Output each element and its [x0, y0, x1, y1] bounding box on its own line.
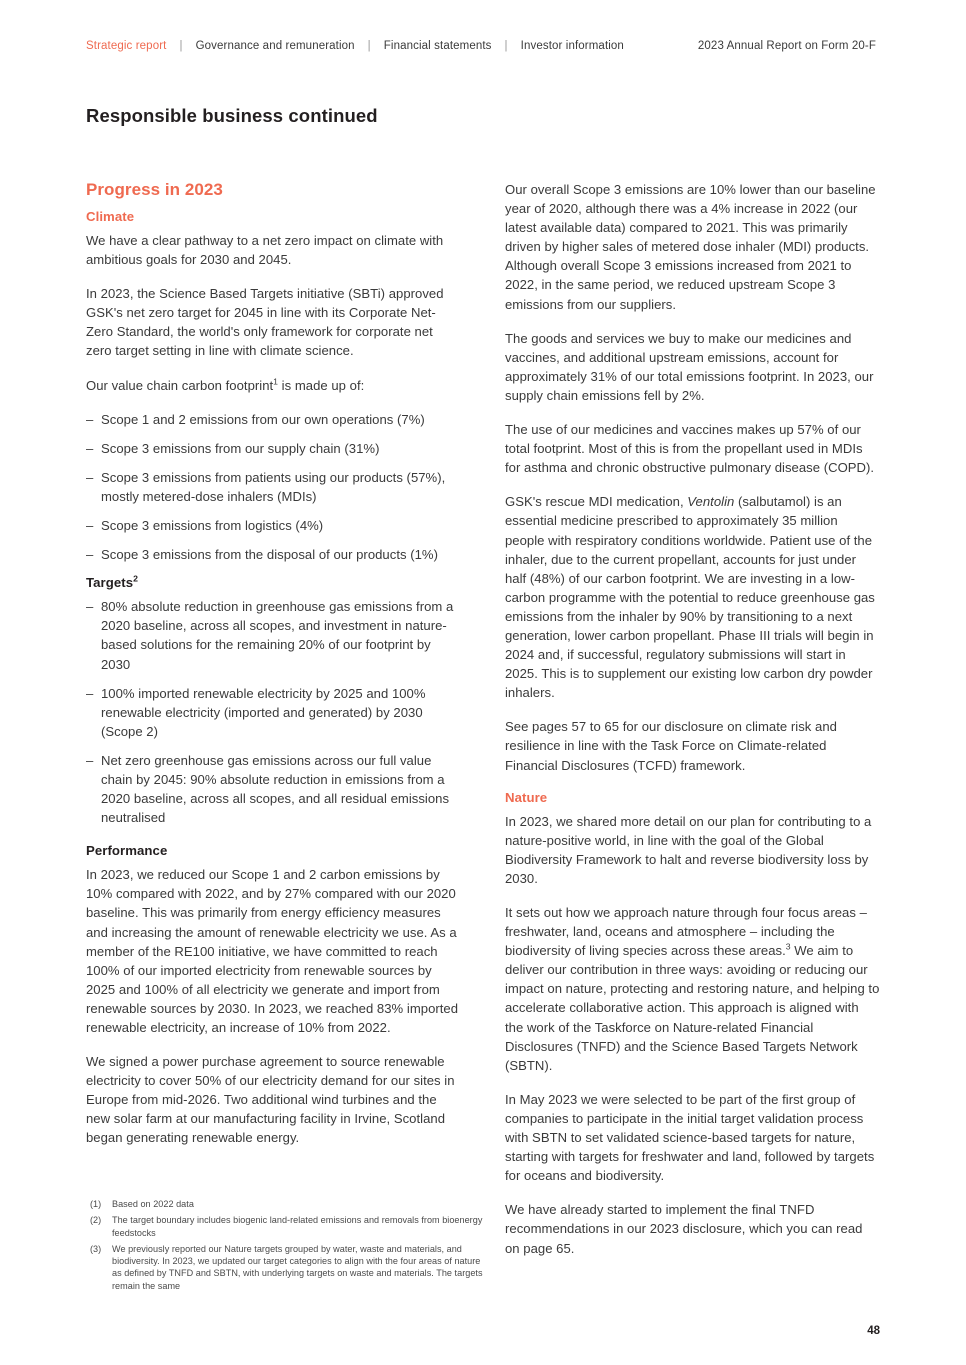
page-number: 48	[867, 1325, 880, 1337]
page-title: Responsible business continued	[86, 105, 378, 126]
footnotes-block	[90, 1198, 490, 1296]
nature-paragraph-1: In 2023, we shared more detail on our plan for contributing to a nature-positive world, in line with the goal of the Global Biodiversity Framework to halt and reverse biodiversity loss by 2030.	[505, 813, 872, 886]
list-item: – Scope 3 emissions from logistics (4%)	[86, 516, 461, 535]
footprint-bullet-list	[86, 410, 461, 565]
subheading-nature: Nature	[505, 789, 548, 805]
footnote-marker: (1)	[90, 1199, 102, 1209]
right-column	[505, 180, 880, 1258]
climate-paragraph-2: In 2023, the Science Based Targets initiative (SBTi) approved GSK's net zero target for 2045 in line with its Corporate Net-Zero Standard, the world's only framework for corporate net zero target setting in line with climate science.	[86, 286, 444, 359]
nav-item-governance-and-remuneration[interactable]: Governance and remuneration	[195, 40, 355, 52]
footnote-item	[90, 1198, 490, 1210]
list-item: – Net zero greenhouse gas emissions across our full value chain by 2045: 90% absolute reduction in emissions from a 2020 baseline, across all scopes, and all residual emissions neutralised	[86, 751, 461, 827]
nav-item-strategic-report[interactable]: Strategic report	[86, 40, 167, 52]
nav-separator: |	[367, 40, 371, 52]
footnote-ref-2[interactable]: 2	[133, 573, 139, 584]
nav-item-investor-information[interactable]: Investor information	[520, 40, 624, 52]
footnote-marker: (3)	[90, 1243, 102, 1254]
section-title-progress-in-2023: Progress in 2023	[86, 180, 223, 199]
nav-separator: |	[504, 40, 508, 52]
footnote-ref-1[interactable]: 1	[273, 376, 278, 387]
footprint-intro-text: Our value chain carbon footprint	[86, 377, 274, 393]
list-item: – Scope 1 and 2 emissions from our own operations (7%)	[86, 410, 461, 429]
report-title-label: 2023 Annual Report on Form 20-F	[697, 40, 876, 52]
footprint-intro-paragraph	[86, 376, 461, 395]
list-item: – Scope 3 emissions from the disposal of our products (1%)	[86, 545, 461, 564]
list-item: – 100% imported renewable electricity by 2025 and 100% renewable electricity (imported and generated) by 2030 (Scope 2)	[86, 684, 461, 741]
nature-paragraph-2	[505, 903, 880, 1075]
climate-paragraph-1: We have a clear pathway to a net zero impact on climate with ambitious goals for 2030 and 2045.	[86, 233, 444, 268]
scope3-paragraph-2: The goods and services we buy to make our medicines and vaccines, and additional upstream emissions, account for approximately 31% of our total emissions footprint. In 2023, our supply chain emissions fell by 2%.	[505, 330, 874, 403]
performance-paragraph-1: In 2023, we reduced our Scope 1 and 2 carbon emissions by 10% compared with 2022, and by 27% compared with our 2020 baseline. This was primarily from energy efficiency measures and increasing the amount of renewable electricity we use. As a member of the RE100 initiative, we have committed to reach 100% of our imported electricity from renewable sources by 2025 and 100% of all electricity we generate and import from renewable sources by 2030. In 2023, we reached 83% imported renewable electricity, an increase of 10% from 2022.	[86, 867, 459, 1035]
targets-bullet-list	[86, 597, 461, 827]
content-columns	[86, 180, 880, 1258]
footnote-ref-3[interactable]: 3	[785, 941, 791, 952]
footnote-item	[90, 1214, 490, 1239]
ventolin-paragraph	[505, 492, 880, 702]
list-item: – 80% absolute reduction in greenhouse gas emissions from a 2020 baseline, across all scopes, and investment in nature-based solutions for the remaining 20% of our footprint by 2030	[86, 597, 461, 673]
nature-paragraph-3: In May 2023 we were selected to be part of the first group of companies to participate in the initial target validation process with SBTN to set validated science-based targets for nature, starting with targets for freshwater and land, followed by targets for oceans and biodiversity.	[505, 1091, 875, 1184]
left-column	[86, 180, 461, 1258]
tcfd-paragraph: See pages 57 to 65 for our disclosure on climate risk and resilience in line with the Task Force on Climate-related Financial Disclosures (TCFD) framework.	[505, 719, 837, 773]
header-nav	[86, 40, 624, 52]
subheading-targets	[86, 575, 461, 590]
list-item: – Scope 3 emissions from our supply chain (31%)	[86, 439, 461, 458]
subheading-climate: Climate	[86, 209, 135, 224]
footnote-item	[90, 1243, 490, 1292]
list-item: – Scope 3 emissions from patients using our products (57%), mostly metered-dose inhalers (MDIs)	[86, 468, 461, 506]
nature-paragraph-2-post: We aim to deliver our contribution in three ways: avoiding or reducing our impact on nature, protecting and restoring nature, and helping to accelerate collaborative action. This approach is aligned with the work of the Taskforce on Nature-related Financial Disclosures (TNFD) and the Science Based Targets Network (SBTN).	[505, 943, 880, 1073]
nav-separator: |	[179, 40, 183, 52]
footnote-text: The target boundary includes biogenic land-related emissions and removals from bioenergy feedstocks	[112, 1215, 483, 1238]
footnote-text: We previously reported our Nature targets grouped by water, waste and materials, and biodiversity. In 2023, we updated our target categories to align with the four areas of nature as defined by TNFD and SBTN, with underlying targets on waste and materials. The targets remain the same	[112, 1243, 483, 1291]
scope3-paragraph-1: Our overall Scope 3 emissions are 10% lower than our baseline year of 2020, although there was a 4% increase in 2022 (our latest available data) compared to 2021. This was primarily driven by higher sales of metered dose inhaler (MDI) products. Although overall Scope 3 emissions increased from 2021 to 2022, in the same period, we reduced upstream Scope 3 emissions from our suppliers.	[505, 182, 876, 312]
page-header	[86, 40, 880, 52]
nav-item-financial-statements[interactable]: Financial statements	[383, 40, 492, 52]
footprint-intro-text-tail: is made up of:	[278, 377, 365, 393]
scope3-paragraph-3: The use of our medicines and vaccines makes up 57% of our total footprint. Most of this is from the propellant used in MDIs for asthma and chronic obstructive pulmonary disease (COPD).	[505, 422, 875, 476]
ventolin-paragraph-pre: GSK's rescue MDI medication,	[505, 494, 688, 510]
product-name-ventolin: Ventolin	[687, 494, 735, 510]
ventolin-paragraph-post: (salbutamol) is an essential medicine prescribed to approximately 35 million people with respiratory conditions worldwide. Patient use of the inhaler, due to the current propellant, accounts for just under half (48%) of our carbon footprint. We are investing in a low-carbon programme with the potential to reduce greenhouse gas emissions from the inhaler by 90% by transitioning to a next generation, lower carbon propellant. Phase III trials will begin in 2024 and, if successful, regulatory submissions will start in 2025. This is to supplement our existing low carbon dry powder inhalers.	[505, 494, 875, 701]
performance-paragraph-2: We signed a power purchase agreement to source renewable electricity to cover 50% of our electricity demand for our sites in Europe from mid-2026. Two additional wind turbines and the new solar farm at our manufacturing facility in Irvine, Scotland began generating renewable energy.	[86, 1054, 455, 1146]
nature-paragraph-4: We have already started to implement the final TNFD recommendations in our 2023 disclosure, which you can read on page 65.	[505, 1202, 863, 1256]
footnote-text: Based on 2022 data	[112, 1199, 194, 1209]
subheading-targets-label: Targets	[86, 575, 134, 591]
nature-paragraph-2-pre: It sets out how we approach nature through four focus areas – freshwater, land, oceans and atmosphere – including the biodiversity of living species across these areas.	[505, 905, 867, 959]
footnote-marker: (2)	[90, 1215, 102, 1226]
subheading-performance: Performance	[86, 843, 168, 859]
